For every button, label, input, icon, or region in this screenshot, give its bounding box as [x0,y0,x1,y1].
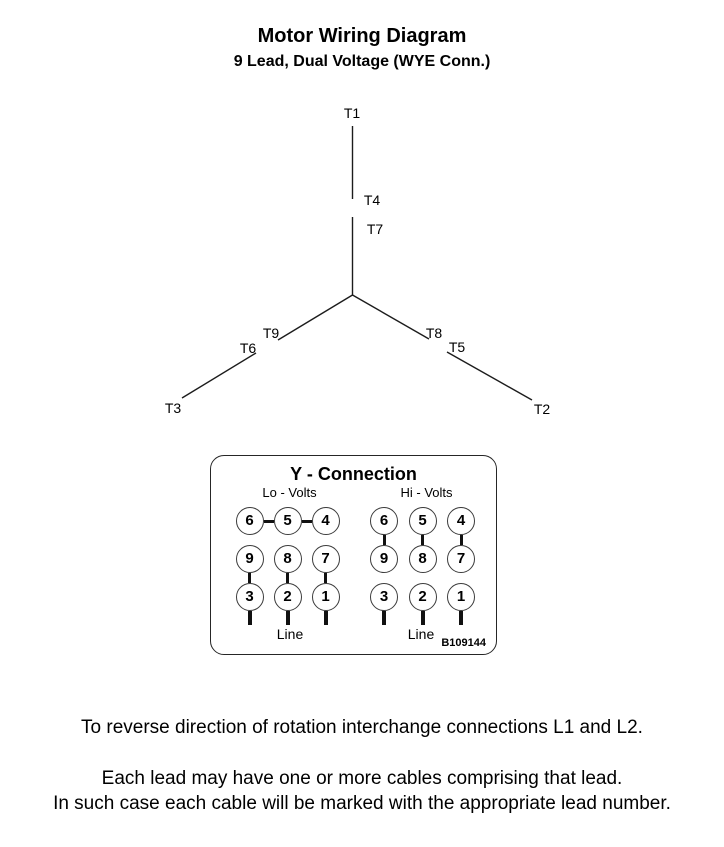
hi-terminal-4: 4 [447,507,475,535]
lo-link-6-5 [264,520,274,523]
hi-line-stub-2 [421,611,425,625]
page-title: Motor Wiring Diagram [257,25,467,47]
lead-label-t4: T4 [363,192,381,208]
wye-segment-t5-t2 [447,352,532,400]
hi-line-stub-1 [459,611,463,625]
note-reverse-rotation: To reverse direction of rotation interchange connections L1 and L2. [81,717,643,738]
hi-terminal-1: 1 [447,583,475,611]
lo-line-stub-3 [248,611,252,625]
lo-volts-label: Lo - Volts [262,485,317,500]
y-connection-box [210,455,497,655]
drawing-number: B109144 [441,637,486,649]
note-cables-line-1: Each lead may have one or more cables comprising that lead. [101,768,623,789]
lead-label-t3: T3 [164,400,182,416]
lo-terminal-9: 9 [236,545,264,573]
lo-terminal-2: 2 [274,583,302,611]
lo-terminal-5: 5 [274,507,302,535]
hi-terminal-9: 9 [370,545,398,573]
lead-label-t1: T1 [343,105,361,121]
hi-link-5-8 [421,535,424,545]
lo-terminal-4: 4 [312,507,340,535]
lo-terminal-6: 6 [236,507,264,535]
lead-label-t2: T2 [533,401,551,417]
lo-link-7-1 [324,573,327,583]
wye-segment-center-t8 [353,295,430,339]
lo-link-5-4 [302,520,312,523]
hi-volts-label: Hi - Volts [400,485,453,500]
note-cables-line-2: In such case each cable will be marked with the appropriate lead number. [53,793,671,814]
lo-line-stub-2 [286,611,290,625]
lead-label-t5: T5 [448,339,466,355]
lead-label-t9: T9 [262,325,280,341]
hi-terminal-8: 8 [409,545,437,573]
lo-terminal-3: 3 [236,583,264,611]
lo-terminal-7: 7 [312,545,340,573]
hi-terminal-2: 2 [409,583,437,611]
hi-link-4-7 [460,535,463,545]
lo-terminal-1: 1 [312,583,340,611]
wye-segment-t6-t3 [182,353,256,398]
wye-segment-center-t9 [278,295,353,340]
connection-box-title: Y - Connection [290,464,417,484]
lo-line-label: Line [276,626,304,642]
hi-line-label: Line [407,626,435,642]
lo-link-8-2 [286,573,289,583]
lo-line-stub-1 [324,611,328,625]
hi-link-6-9 [383,535,386,545]
lo-terminal-8: 8 [274,545,302,573]
hi-terminal-5: 5 [409,507,437,535]
hi-terminal-6: 6 [370,507,398,535]
lead-label-t6: T6 [239,340,257,356]
lead-label-t8: T8 [425,325,443,341]
lo-link-9-3 [248,573,251,583]
lead-label-t7: T7 [366,221,384,237]
hi-terminal-7: 7 [447,545,475,573]
page-subtitle: 9 Lead, Dual Voltage (WYE Conn.) [233,53,491,70]
hi-terminal-3: 3 [370,583,398,611]
hi-line-stub-3 [382,611,386,625]
